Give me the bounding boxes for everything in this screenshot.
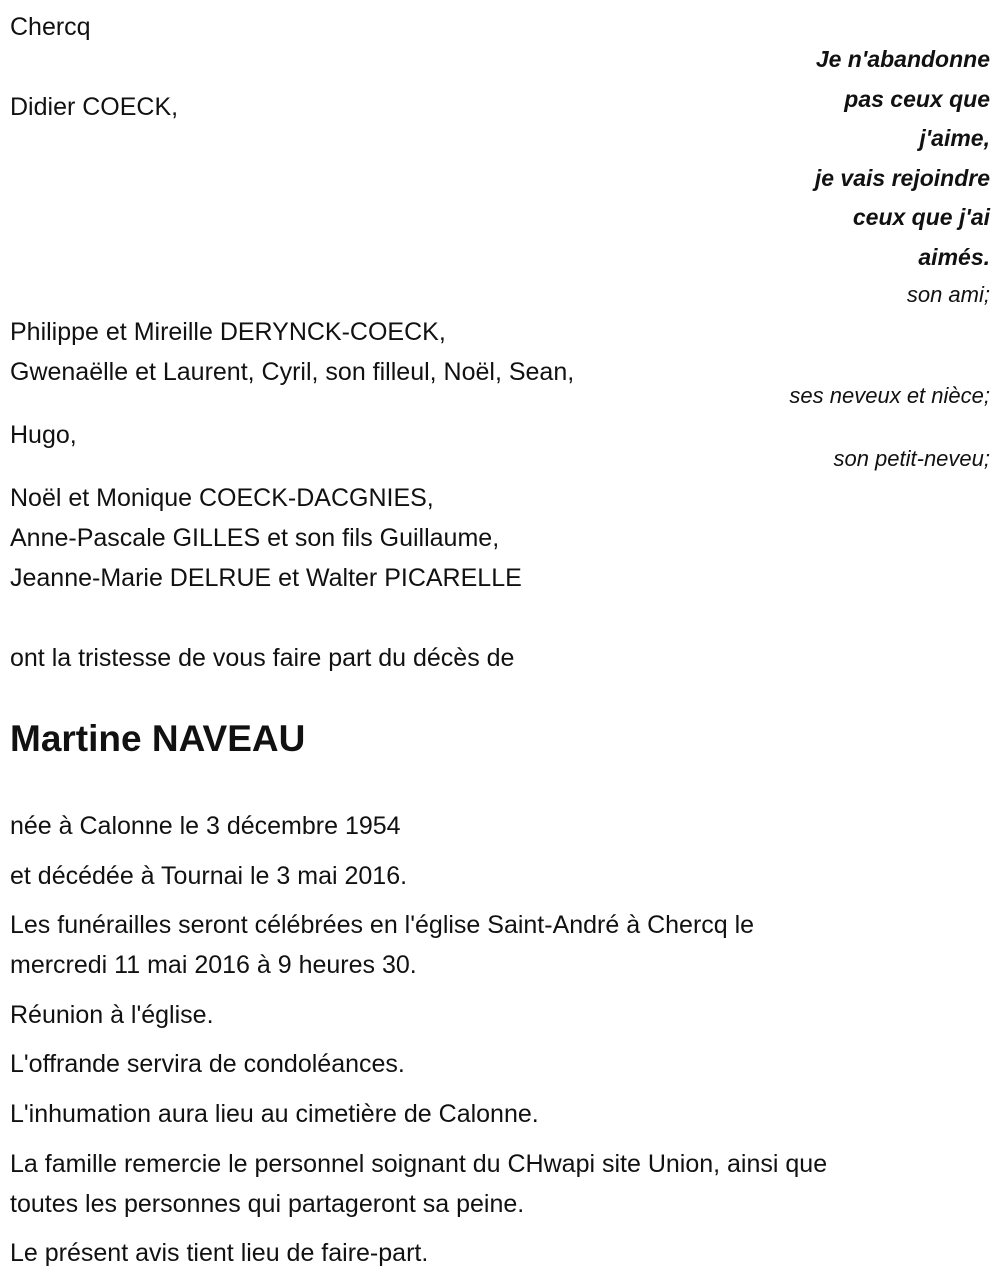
deceased-name: Martine NAVEAU xyxy=(10,718,306,759)
poem-line: aimés. xyxy=(918,243,990,270)
detail-line: toutes les personnes qui partageront sa peine. xyxy=(10,1190,525,1218)
announcement: ont la tristesse de vous faire part du décès de xyxy=(10,644,515,672)
family-name: Hugo, xyxy=(10,421,77,449)
detail-line: L'inhumation aura lieu au cimetière de Calonne. xyxy=(10,1100,539,1128)
detail-line: Les funérailles seront célébrées en l'église Saint-André à Chercq le xyxy=(10,911,755,939)
poem xyxy=(815,40,990,277)
family-name: Jeanne-Marie DELRUE et Walter PICARELLE xyxy=(10,564,522,592)
family-role: ses neveux et nièce; xyxy=(789,383,990,408)
detail-line: Réunion à l'église. xyxy=(10,1001,214,1029)
family-name: Noël et Monique COECK-DACGNIES, xyxy=(10,484,434,512)
poem-line: ceux que j'ai xyxy=(852,204,990,230)
poem-line: je vais rejoindre xyxy=(814,164,990,191)
location: Chercq xyxy=(10,13,91,41)
poem-line: Je n'abandonne xyxy=(815,46,990,72)
detail-line: et décédée à Tournai le 3 mai 2016. xyxy=(10,862,408,890)
family-name: Philippe et Mireille DERYNCK-COECK, xyxy=(10,318,446,346)
detail-line: Le présent avis tient lieu de faire-part. xyxy=(10,1239,429,1267)
detail-line: La famille remercie le personnel soignant du CHwapi site Union, ainsi que xyxy=(10,1150,828,1178)
detail-line: mercredi 11 mai 2016 à 9 heures 30. xyxy=(10,951,417,979)
family-role: son ami; xyxy=(906,282,990,307)
family-name: Gwenaëlle et Laurent, Cyril, son filleul, Noël, Sean, xyxy=(10,358,575,386)
family-role: son petit-neveu; xyxy=(833,446,990,471)
family-name: Anne-Pascale GILLES et son fils Guillaume, xyxy=(10,524,500,552)
poem-line: j'aime, xyxy=(919,125,990,151)
family-name: Didier COECK, xyxy=(10,93,179,121)
poem-line: pas ceux que xyxy=(844,85,990,112)
detail-line: née à Calonne le 3 décembre 1954 xyxy=(10,812,401,840)
detail-line: L'offrande servira de condoléances. xyxy=(10,1050,405,1078)
